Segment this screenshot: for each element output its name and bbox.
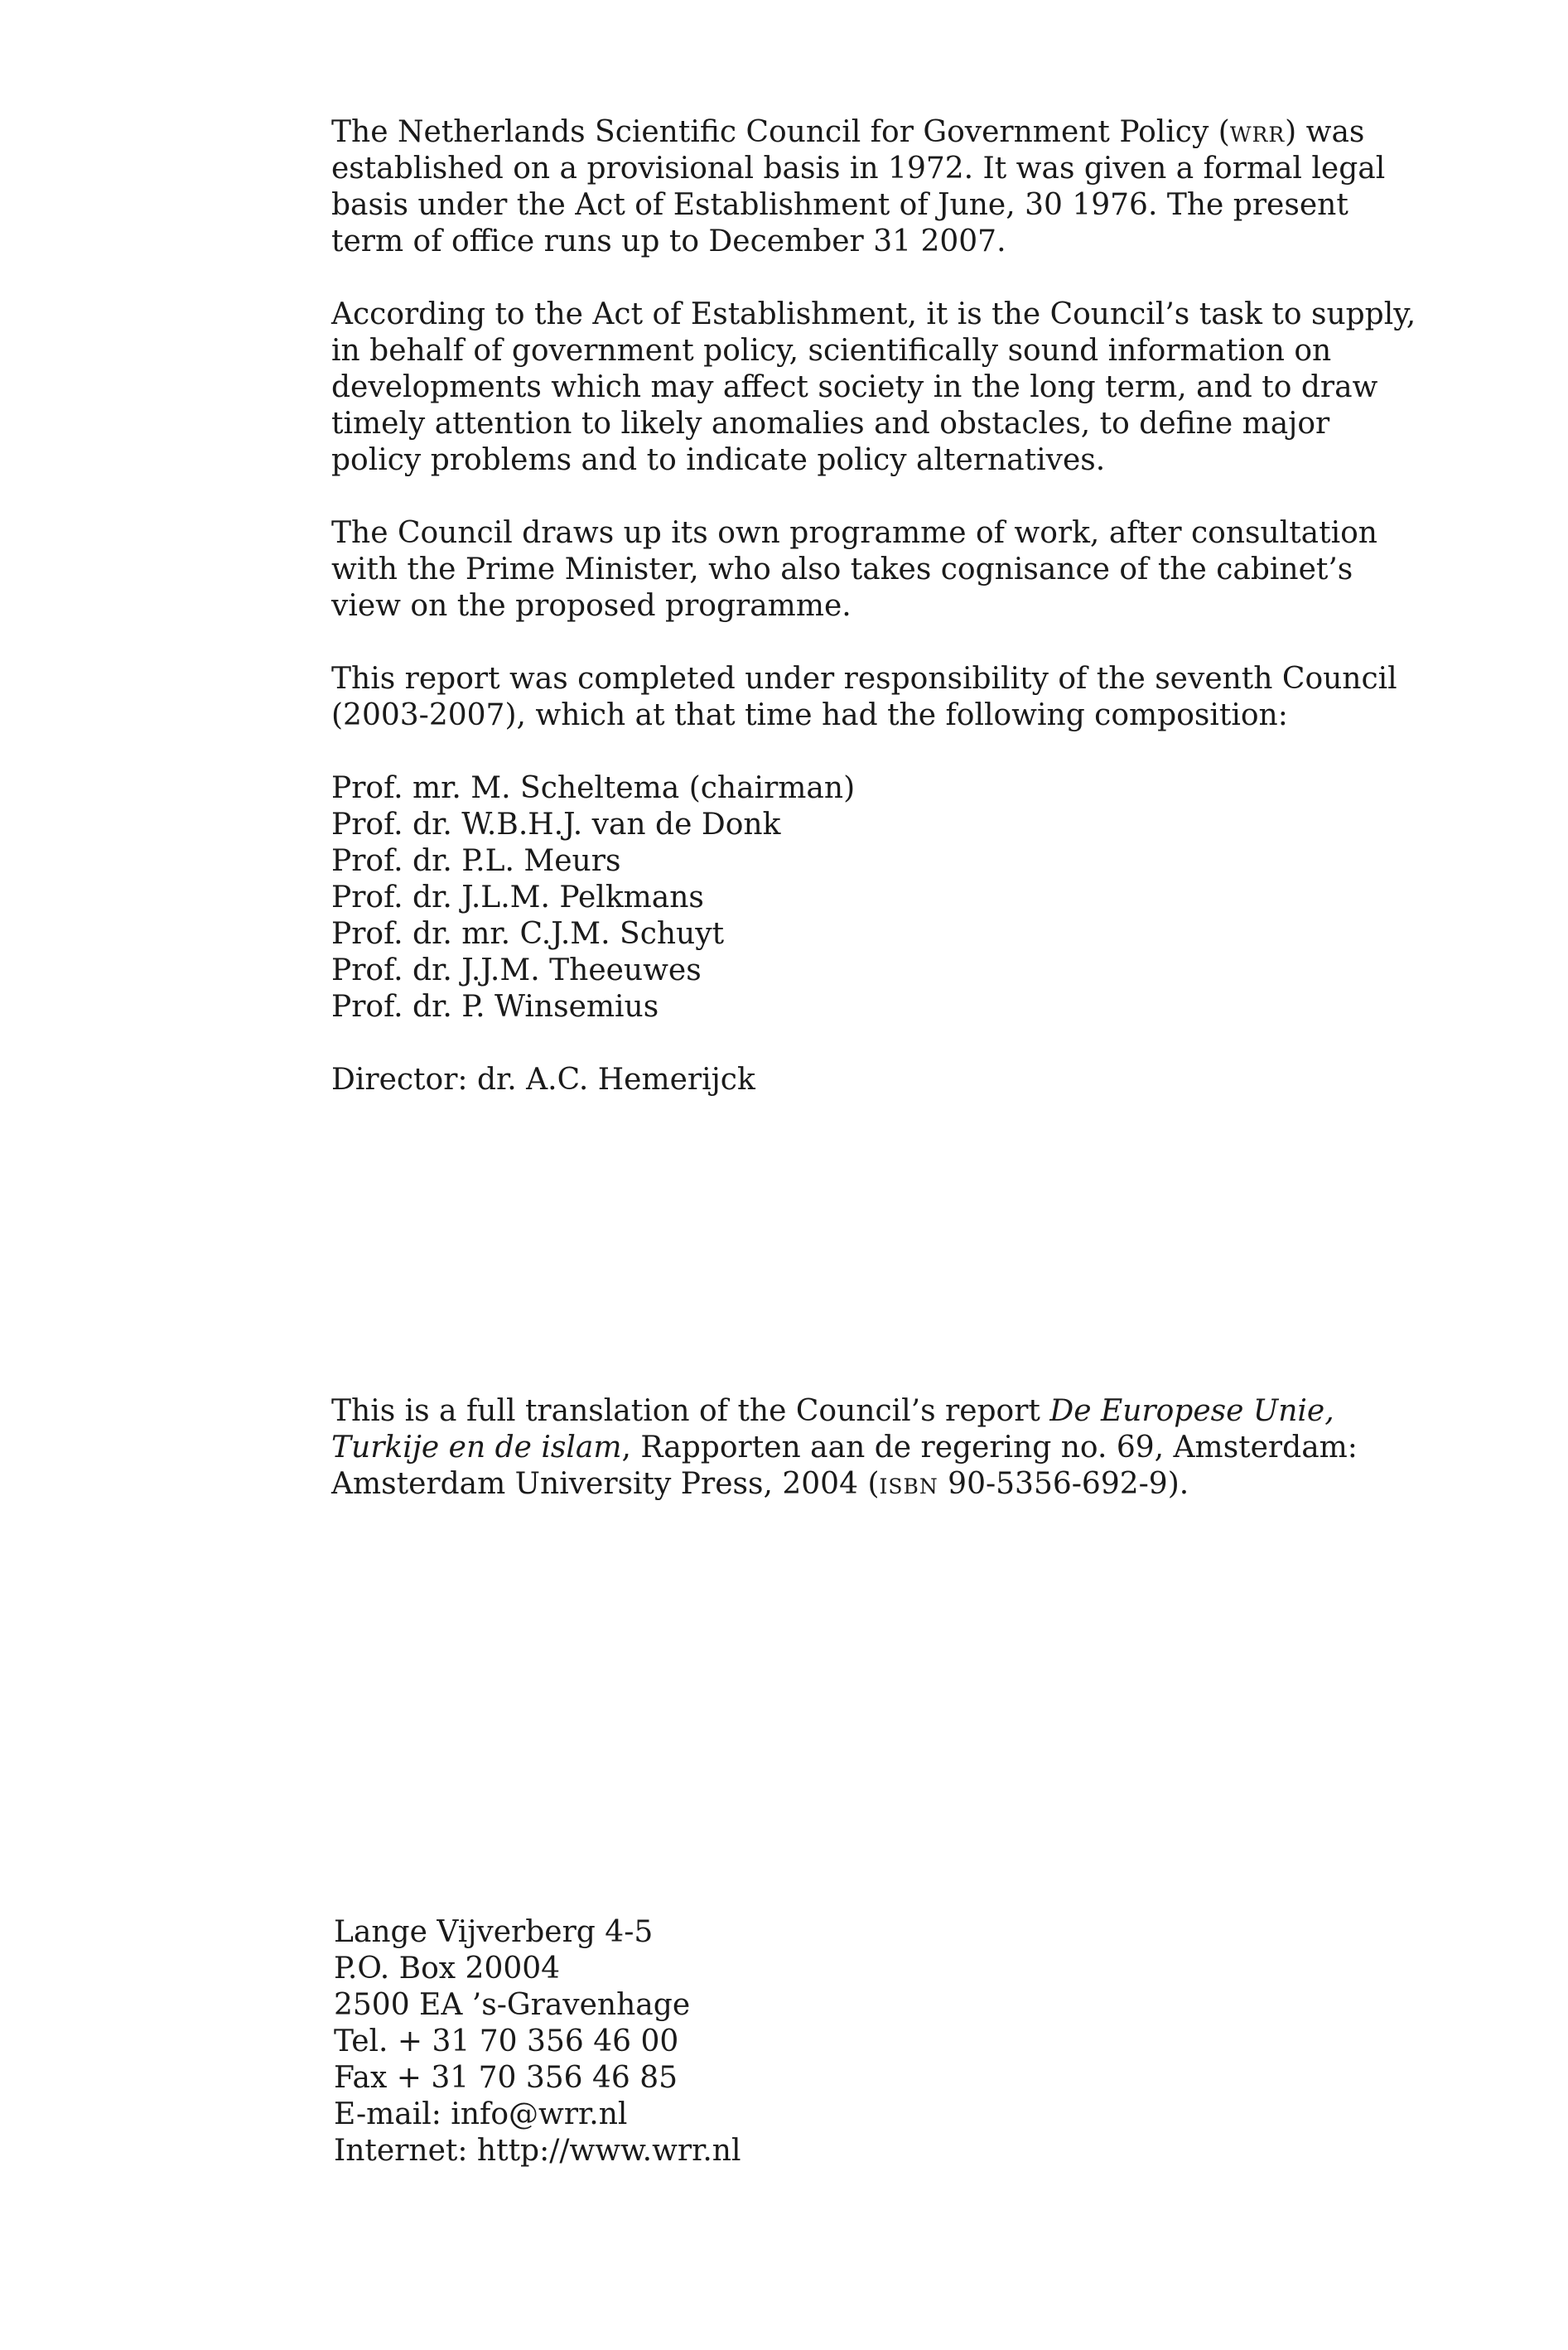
council-members-list xyxy=(331,770,1425,1025)
translation-note xyxy=(331,1393,1425,1503)
list-item: Prof. dr. P.L. Meurs xyxy=(331,844,621,878)
translation-paragraph xyxy=(331,1393,1425,1503)
address-telephone: Tel. + 31 70 356 46 00 xyxy=(334,2024,679,2058)
list-item: Prof. mr. M. Scheltema (chairman) xyxy=(331,771,856,805)
list-item: Prof. dr. J.J.M. Theeuwes xyxy=(331,953,702,987)
list-item: Prof. dr. P. Winsemius xyxy=(331,990,659,1024)
wrr-abbreviation: wrr xyxy=(1229,115,1286,149)
paragraph-establishment xyxy=(331,114,1425,260)
paragraph-establishment-rest: ) was established on a provisional basis in 1972. It was given a formal legal basis under the Act of Establishment of June, 30 1976. The present term of office runs up to December 31 2007. xyxy=(331,115,1386,258)
council-description xyxy=(331,114,1425,1135)
address-po-box: P.O. Box 20004 xyxy=(334,1952,561,1986)
list-item: Prof. dr. mr. C.J.M. Schuyt xyxy=(331,917,725,951)
list-item: Prof. dr. W.B.H.J. van de Donk xyxy=(331,808,781,842)
address-internet: Internet: http://www.wrr.nl xyxy=(334,2134,741,2168)
address-fax: Fax + 31 70 356 46 85 xyxy=(334,2061,678,2095)
list-item: Prof. dr. J.L.M. Pelkmans xyxy=(331,881,704,914)
translation-publisher: , Rapporten aan de regering no. 69, Amsterdam: Amsterdam University Press, 2004 ( xyxy=(331,1431,1358,1501)
isbn-label: isbn xyxy=(879,1467,938,1501)
original-report-title: De Europese Unie, Turkije en de islam xyxy=(331,1394,1334,1465)
address-email: E-mail: info@wrr.nl xyxy=(334,2097,628,2131)
isbn-value: 90-5356-692-9). xyxy=(938,1467,1189,1501)
paragraph-task: According to the Act of Establishment, it is the Council’s task to supply, in behalf of government policy, scientifically sound information on developments which may affect society in the long term, and to draw timely attention to likely anomalies and obstacles, to define major policy problems and to indicate policy alternatives. xyxy=(331,297,1416,477)
paragraph-composition: This report was completed under responsibility of the seventh Council (2003-2007), which at that time had the following composition: xyxy=(331,662,1397,732)
address-street: Lange Vijverberg 4-5 xyxy=(334,1915,654,1949)
address-city: 2500 EA ’s-Gravenhage xyxy=(334,1988,691,2022)
contact-address xyxy=(334,1914,1079,2169)
translation-lead: This is a full translation of the Council’s report xyxy=(331,1394,1050,1428)
paragraph-programme: The Council draws up its own programme of work, after consultation with the Prime Minister, who also takes cognisance of the cabinet’s view on the proposed programme. xyxy=(331,516,1377,623)
paragraph-establishment-lead: The Netherlands Scientific Council for Government Policy ( xyxy=(331,115,1230,149)
director-line: Director: dr. A.C. Hemerijck xyxy=(331,1063,755,1097)
